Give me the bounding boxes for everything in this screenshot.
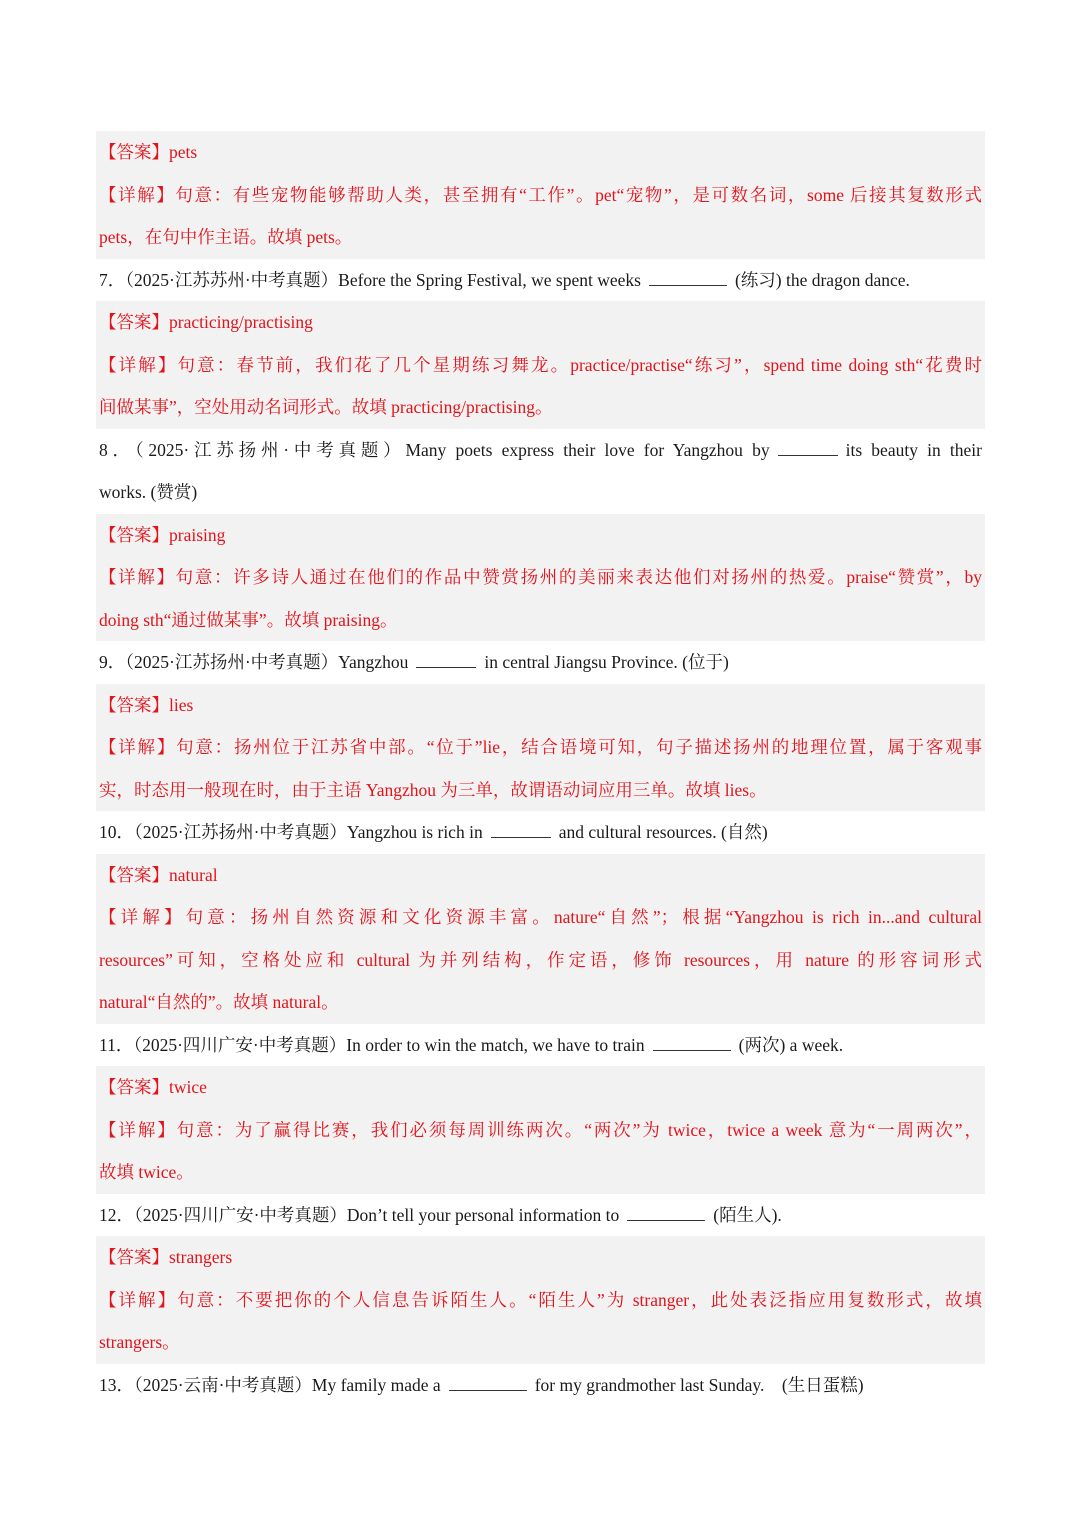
explanation-line: 【详解】句意：扬州位于江苏省中部。“位于”lie，结合语境可知，句子描述扬州的地理位置，属于客观事 [99, 737, 982, 757]
answer-blank [416, 650, 476, 669]
answer-line: 【答案】natural [99, 864, 218, 885]
answer-block [96, 301, 985, 429]
explanation-line: pets，在句中作主语。故填 pets。 [99, 227, 353, 247]
answer-line: 【答案】lies [99, 694, 194, 715]
question-text: 11．（2025·四川广安·中考真题）In order to win the match, we have to train [99, 1034, 645, 1055]
question-hint: (陌生人). [713, 1204, 782, 1225]
explanation-line: strangers。 [99, 1332, 180, 1352]
answer-blank [778, 437, 838, 456]
question-hint: for my grandmother last Sunday. (生日蛋糕) [534, 1374, 864, 1395]
answer-blank [653, 1032, 731, 1051]
question-line [96, 259, 985, 302]
question-text: 8．（2025·江苏扬州·中考真题）Many poets express their love for Yangzhou by [99, 439, 770, 460]
answer-block [96, 1236, 985, 1364]
explanation-line: 间做某事”，空处用动名词形式。故填 practicing/practising。 [99, 397, 553, 417]
answer-block [96, 684, 985, 812]
answer-line: 【答案】strangers [99, 1247, 233, 1267]
explanation-line: 故填 twice。 [99, 1162, 194, 1182]
question-line-continued: works. (赞赏) [99, 482, 198, 502]
question-line [96, 1194, 985, 1237]
answer-line: 【答案】twice [99, 1077, 207, 1097]
question-text: 7．（2025·江苏苏州·中考真题）Before the Spring Festival, we spent weeks [99, 269, 641, 290]
question-hint: its beauty in their [845, 439, 982, 460]
question-text: 12．（2025·四川广安·中考真题）Don’t tell your personal information to [99, 1204, 620, 1225]
question-line [96, 1364, 985, 1407]
question-hint: in central Jiangsu Province. (位于) [484, 652, 729, 672]
question-hint: and cultural resources. (自然) [558, 822, 768, 842]
explanation-line: 实，时态用一般现在时，由于主语 Yangzhou 为三单，故谓语动词应用三单。故填 lies。 [99, 779, 767, 800]
answer-line: 【答案】practicing/practising [99, 312, 313, 332]
explanation-line: 【详解】句意：不要把你的个人信息告诉陌生人。“陌生人”为 stranger，此处表泛指应用复数形式，故填 [99, 1289, 982, 1310]
question-text: 9．（2025·江苏扬州·中考真题）Yangzhou [99, 652, 409, 672]
question-line [96, 641, 985, 684]
answer-block [96, 514, 985, 642]
explanation-line: 【详解】句意：有些宠物能够帮助人类，甚至拥有“工作”。pet“宠物”，是可数名词，some 后接其复数形式 [99, 184, 982, 205]
explanation-line: 【详解】句意：扬州自然资源和文化资源丰富。nature“自然”；根据“Yangzhou is rich in...and cultural [99, 907, 982, 927]
question-line [96, 811, 985, 854]
question-hint: (练习) the dragon dance. [734, 269, 910, 290]
answer-blank [449, 1372, 527, 1391]
answer-blank [491, 820, 551, 839]
question-line [96, 1024, 985, 1067]
answer-block [96, 1066, 985, 1194]
answer-block [96, 131, 985, 259]
answer-line: 【答案】praising [99, 524, 226, 545]
explanation-line: natural“自然的”。故填 natural。 [99, 992, 339, 1012]
answer-blank [649, 267, 727, 286]
explanation-line: 【详解】句意：许多诗人通过在他们的作品中赞赏扬州的美丽来表达他们对扬州的热爱。praise“赞赏”，by [99, 567, 982, 587]
answer-block [96, 854, 985, 1024]
question-line [96, 429, 985, 472]
explanation-line: resources”可知，空格处应和 cultural 为并列结构，作定语，修饰 resources，用 nature 的形容词形式 [99, 949, 982, 970]
explanation-line: doing sth“通过做某事”。故填 praising。 [99, 609, 398, 630]
question-text: 13．（2025·云南·中考真题）My family made a [99, 1374, 441, 1395]
answer-line: 【答案】pets [99, 142, 198, 162]
question-hint: (两次) a week. [738, 1034, 844, 1055]
document [96, 131, 985, 1406]
answer-blank [627, 1202, 705, 1221]
explanation-line: 【详解】句意：为了赢得比赛，我们必须每周训练两次。“两次”为 twice，twice a week 意为“一周两次”， [99, 1119, 982, 1140]
explanation-line: 【详解】句意：春节前，我们花了几个星期练习舞龙。practice/practise“练习”，spend time doing sth“花费时 [99, 354, 982, 375]
question-text: 10．（2025·江苏扬州·中考真题）Yangzhou is rich in [99, 822, 483, 842]
